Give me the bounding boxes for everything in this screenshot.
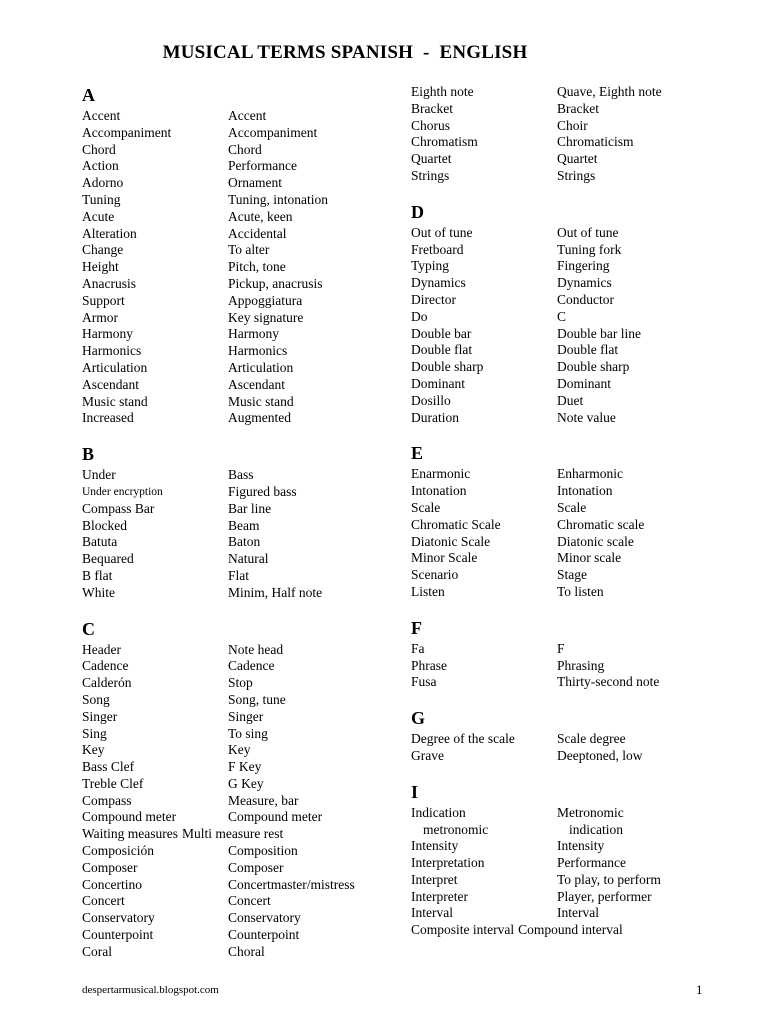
english-term: Performance (557, 855, 626, 871)
term-row (82, 518, 355, 535)
term-row (82, 501, 355, 518)
term-row (82, 709, 355, 726)
term-row (82, 276, 355, 293)
term-row (82, 142, 355, 159)
spanish-term: White (82, 584, 115, 600)
english-term: Chromatic scale (557, 516, 645, 532)
glossary-section (82, 84, 355, 427)
term-row (411, 805, 662, 822)
section-letter: G (411, 708, 426, 729)
term-row (82, 742, 355, 759)
english-term: Stage (557, 567, 587, 583)
english-term: Baton (228, 534, 261, 550)
english-term: Tuning, intonation (228, 191, 329, 207)
spanish-term: Compound meter (82, 809, 177, 825)
page-number: 1 (696, 982, 703, 997)
spanish-term: Cadence (82, 658, 129, 674)
term-row (411, 567, 662, 584)
spanish-term: Harmonics (82, 343, 142, 359)
spanish-term: Music stand (82, 393, 148, 409)
spanish-term: Strings (411, 167, 450, 183)
term-row (411, 483, 662, 500)
spanish-term: Height (82, 259, 119, 275)
spanish-term: Counterpoint (82, 927, 154, 943)
term-row (411, 258, 662, 275)
english-term: Key (228, 742, 251, 758)
english-term: Pitch, tone (228, 259, 286, 275)
spanish-term: Fa (411, 640, 425, 656)
english-term: Conductor (557, 291, 614, 307)
glossary-section (411, 84, 662, 185)
spanish-term: Bequared (82, 551, 134, 567)
spanish-term: Chromatism (411, 134, 478, 150)
spanish-term: Typing (411, 258, 450, 274)
spanish-term: Intonation (411, 483, 467, 499)
spanish-term: Batuta (82, 534, 118, 550)
term-row (411, 889, 662, 906)
english-term: Enharmonic (557, 466, 623, 482)
english-term: Natural (228, 551, 269, 567)
english-term: Compound interval (518, 922, 623, 938)
spanish-term: Blocked (82, 517, 127, 533)
spanish-term: Calderón (82, 675, 132, 691)
term-row (82, 585, 355, 602)
term-row (411, 376, 662, 393)
english-term: Accidental (228, 225, 287, 241)
term-row (411, 748, 662, 765)
english-term: Figured bass (228, 483, 297, 499)
spanish-term: Accent (82, 108, 121, 123)
spanish-term: Compass Bar (82, 500, 155, 516)
english-term: Composer (228, 859, 284, 875)
spanish-term: Under (82, 467, 116, 483)
spanish-term: Chorus (411, 117, 451, 133)
spanish-term: Anacrusis (82, 275, 136, 291)
english-term: F Key (228, 759, 262, 775)
spanish-term: Dynamics (411, 275, 466, 291)
term-row (82, 642, 355, 659)
term-row (411, 101, 662, 118)
english-term: Diatonic scale (557, 533, 634, 549)
english-term: Duet (557, 392, 584, 408)
glossary-section (82, 443, 355, 601)
english-term: Flat (228, 567, 250, 583)
english-term: Strings (557, 167, 596, 183)
english-term: Quave, Eighth note (557, 84, 662, 99)
spanish-term: Eighth note (411, 84, 474, 99)
glossary-section (411, 617, 662, 691)
term-row (411, 641, 662, 658)
term-row (82, 125, 355, 142)
english-term: Fingering (557, 258, 610, 274)
glossary-section (411, 707, 662, 765)
spanish-term: Composer (82, 859, 138, 875)
english-term: Composition (228, 843, 298, 859)
english-term: G Key (228, 775, 264, 791)
term-row (411, 855, 662, 872)
term-row (82, 158, 355, 175)
english-term: Bass (228, 467, 254, 483)
english-term: Player, performer (557, 888, 652, 904)
term-row (82, 843, 355, 860)
spanish-term: Indication (411, 804, 466, 820)
english-term: Minim, Half note (228, 584, 323, 600)
right-column (411, 84, 662, 955)
spanish-term: Interval (411, 905, 453, 921)
english-term: Multi measure rest (182, 826, 284, 842)
spanish-term: Increased (82, 410, 134, 426)
english-term: Thirty-second note (557, 674, 660, 690)
spanish-term: Chord (82, 141, 116, 157)
english-term: Articulation (228, 359, 294, 375)
term-row (82, 259, 355, 276)
term-row (411, 905, 662, 922)
spanish-term: Intensity (411, 838, 459, 854)
left-column (82, 84, 355, 977)
spanish-term: Dominant (411, 375, 465, 391)
term-row (411, 168, 662, 185)
english-term: Cadence (228, 658, 275, 674)
term-row (82, 394, 355, 411)
english-term: Measure, bar (228, 792, 299, 808)
english-term: Deeptoned, low (557, 747, 643, 763)
term-row (82, 726, 355, 743)
spanish-term: Articulation (82, 359, 148, 375)
english-term: Augmented (228, 410, 291, 426)
spanish-term: metronomic (423, 821, 489, 837)
spanish-term: Minor Scale (411, 550, 478, 566)
english-term: Double sharp (557, 359, 630, 375)
term-row (82, 410, 355, 427)
spanish-term: Tuning (82, 191, 121, 207)
spanish-term: Key (82, 742, 105, 758)
english-term: Double flat (557, 342, 619, 358)
spanish-term: Bass Clef (82, 759, 135, 775)
english-term: Conservatory (228, 910, 301, 926)
spanish-term: Header (82, 641, 121, 657)
english-term: Minor scale (557, 550, 622, 566)
spanish-term: Action (82, 158, 119, 174)
spanish-term: B flat (82, 567, 113, 583)
glossary-section (82, 618, 355, 961)
english-term: Harmonics (228, 343, 288, 359)
term-row (411, 466, 662, 483)
english-term: Choir (557, 117, 588, 133)
page-title: MUSICAL TERMS SPANISH - ENGLISH (162, 42, 528, 63)
english-term: Scale degree (557, 731, 626, 747)
spanish-term: Sing (82, 725, 107, 741)
term-row (82, 175, 355, 192)
spanish-term: Double bar (411, 325, 472, 341)
english-term: Bracket (557, 100, 599, 116)
spanish-term: Duration (411, 409, 459, 425)
spanish-term: Composite interval (411, 922, 515, 938)
term-row (411, 326, 662, 343)
spanish-term: Out of tune (411, 224, 473, 240)
spanish-term: Fretboard (411, 241, 464, 257)
spanish-term: Accompaniment (82, 124, 172, 140)
spanish-term: Interpret (411, 871, 458, 887)
term-row (82, 209, 355, 226)
spanish-term: Diatonic Scale (411, 533, 491, 549)
term-row (411, 242, 662, 259)
english-term: Out of tune (557, 224, 619, 240)
glossary-section (411, 201, 662, 427)
english-term: Bar line (228, 500, 272, 516)
term-row (411, 872, 662, 889)
section-letter: C (82, 618, 95, 639)
spanish-term: Scenario (411, 567, 459, 583)
english-term: Double bar line (557, 325, 641, 341)
english-term: C (557, 308, 567, 324)
term-row (82, 793, 355, 810)
english-term: Intonation (557, 483, 613, 499)
spanish-term: Grave (411, 747, 444, 763)
term-row (82, 293, 355, 310)
spanish-term: Under encryption (82, 485, 163, 498)
term-row (82, 108, 355, 125)
footer-site: despertarmusical.blogspot.com (82, 984, 219, 996)
section-letter: E (411, 443, 424, 464)
term-row (82, 192, 355, 209)
spanish-term: Double sharp (411, 359, 484, 375)
term-row (82, 927, 355, 944)
spanish-term: Director (411, 291, 456, 307)
spanish-term: Enarmonic (411, 466, 471, 482)
english-term: To sing (228, 725, 268, 741)
english-term: Note value (557, 409, 616, 425)
term-row (82, 360, 355, 377)
english-term: F (557, 640, 565, 656)
spanish-term: Interpreter (411, 888, 468, 904)
english-term: Song, tune (228, 691, 286, 707)
section-letter: F (411, 617, 422, 638)
term-row (411, 292, 662, 309)
spanish-term: Phrase (411, 657, 447, 673)
spanish-term: Coral (82, 943, 112, 959)
term-row (411, 517, 662, 534)
spanish-term: Do (411, 308, 428, 324)
english-term: Choral (228, 943, 265, 959)
english-term: Performance (228, 158, 297, 174)
term-row (411, 84, 662, 101)
english-term: Counterpoint (228, 927, 300, 943)
english-term: To alter (228, 242, 270, 258)
spanish-term: Double flat (411, 342, 473, 358)
english-term: Ornament (228, 175, 282, 191)
term-row (82, 877, 355, 894)
term-row (411, 410, 662, 427)
english-term: Chromaticism (557, 134, 634, 150)
spanish-term: Change (82, 242, 124, 258)
term-row (411, 118, 662, 135)
term-row (82, 343, 355, 360)
english-term: Intensity (557, 838, 605, 854)
english-term: Singer (228, 708, 264, 724)
spanish-term: Waiting measures (82, 826, 179, 842)
spanish-term: Composición (82, 843, 155, 859)
term-row (411, 731, 662, 748)
english-term: Compound meter (228, 809, 323, 825)
spanish-term: Singer (82, 708, 118, 724)
term-row (82, 910, 355, 927)
term-row (411, 393, 662, 410)
glossary-section (411, 781, 662, 939)
term-row (82, 826, 355, 843)
spanish-term: Bracket (411, 100, 453, 116)
term-row (82, 551, 355, 568)
term-row (411, 674, 662, 691)
term-row (411, 922, 662, 939)
english-term: To listen (557, 583, 604, 599)
spanish-term: Dosillo (411, 392, 451, 408)
term-row (411, 584, 662, 601)
spanish-term: Degree of the scale (411, 731, 515, 747)
spanish-term: Concert (82, 893, 125, 909)
term-row (82, 776, 355, 793)
term-row (411, 151, 662, 168)
term-row (82, 534, 355, 551)
spanish-term: Ascendant (82, 376, 139, 392)
term-row (411, 225, 662, 242)
term-row (82, 759, 355, 776)
english-term: Phrasing (557, 657, 605, 673)
english-term: Ascendant (228, 376, 285, 392)
spanish-term: Conservatory (82, 910, 155, 926)
section-letter: I (411, 781, 419, 802)
spanish-term: Fusa (411, 674, 437, 690)
english-term: Acute, keen (228, 208, 293, 224)
section-letter: D (411, 201, 424, 222)
english-term: Quartet (557, 151, 598, 167)
spanish-term: Interpretation (411, 855, 485, 871)
term-row (82, 226, 355, 243)
spanish-term: Support (82, 292, 125, 308)
glossary-section (411, 442, 662, 600)
english-term: Dynamics (557, 275, 612, 291)
english-term: Dominant (557, 375, 611, 391)
term-row (82, 893, 355, 910)
term-row (82, 809, 355, 826)
term-row (82, 692, 355, 709)
english-term: Tuning fork (557, 241, 622, 257)
term-row (82, 377, 355, 394)
english-term: Harmony (228, 326, 279, 342)
english-term: Metronomic (557, 804, 624, 820)
english-term: Key signature (228, 309, 304, 325)
term-row (82, 310, 355, 327)
english-term: Appoggiatura (228, 292, 303, 308)
term-row (411, 658, 662, 675)
term-row (411, 275, 662, 292)
english-term: Beam (228, 517, 260, 533)
term-row (82, 568, 355, 585)
spanish-term: Alteration (82, 225, 137, 241)
section-letter: A (82, 85, 95, 105)
spanish-term: Song (82, 691, 110, 707)
term-row (411, 550, 662, 567)
english-term: Chord (228, 141, 262, 157)
spanish-term: Quartet (411, 151, 452, 167)
spanish-term: Chromatic Scale (411, 516, 501, 532)
english-term: Concertmaster/mistress (228, 876, 355, 892)
spanish-term: Scale (411, 499, 441, 515)
term-row (411, 500, 662, 517)
english-term: Pickup, anacrusis (228, 275, 323, 291)
term-row (411, 359, 662, 376)
english-term: Music stand (228, 393, 294, 409)
section-letter: B (82, 444, 95, 465)
term-row (411, 822, 662, 839)
term-row (411, 134, 662, 151)
spanish-term: Adorno (82, 175, 124, 191)
spanish-term: Compass (82, 792, 132, 808)
term-row (82, 658, 355, 675)
term-row (82, 944, 355, 961)
term-row (82, 484, 355, 501)
spanish-term: Treble Clef (82, 775, 144, 791)
spanish-term: Harmony (82, 326, 133, 342)
term-row (411, 838, 662, 855)
english-term: Interval (557, 905, 599, 921)
english-term: indication (569, 821, 623, 837)
term-row (82, 467, 355, 484)
english-term: Accent (228, 108, 267, 123)
spanish-term: Listen (411, 583, 445, 599)
term-row (411, 534, 662, 551)
english-term: Note head (228, 641, 284, 657)
term-row (411, 309, 662, 326)
spanish-term: Concertino (82, 876, 142, 892)
english-term: To play, to perform (557, 871, 661, 887)
spanish-term: Acute (82, 208, 115, 224)
spanish-term: Armor (82, 309, 118, 325)
english-term: Accompaniment (228, 124, 318, 140)
term-row (82, 675, 355, 692)
term-row (411, 342, 662, 359)
english-term: Scale (557, 499, 587, 515)
term-row (82, 242, 355, 259)
english-term: Concert (228, 893, 271, 909)
term-row (82, 860, 355, 877)
term-row (82, 326, 355, 343)
english-term: Stop (228, 675, 253, 691)
